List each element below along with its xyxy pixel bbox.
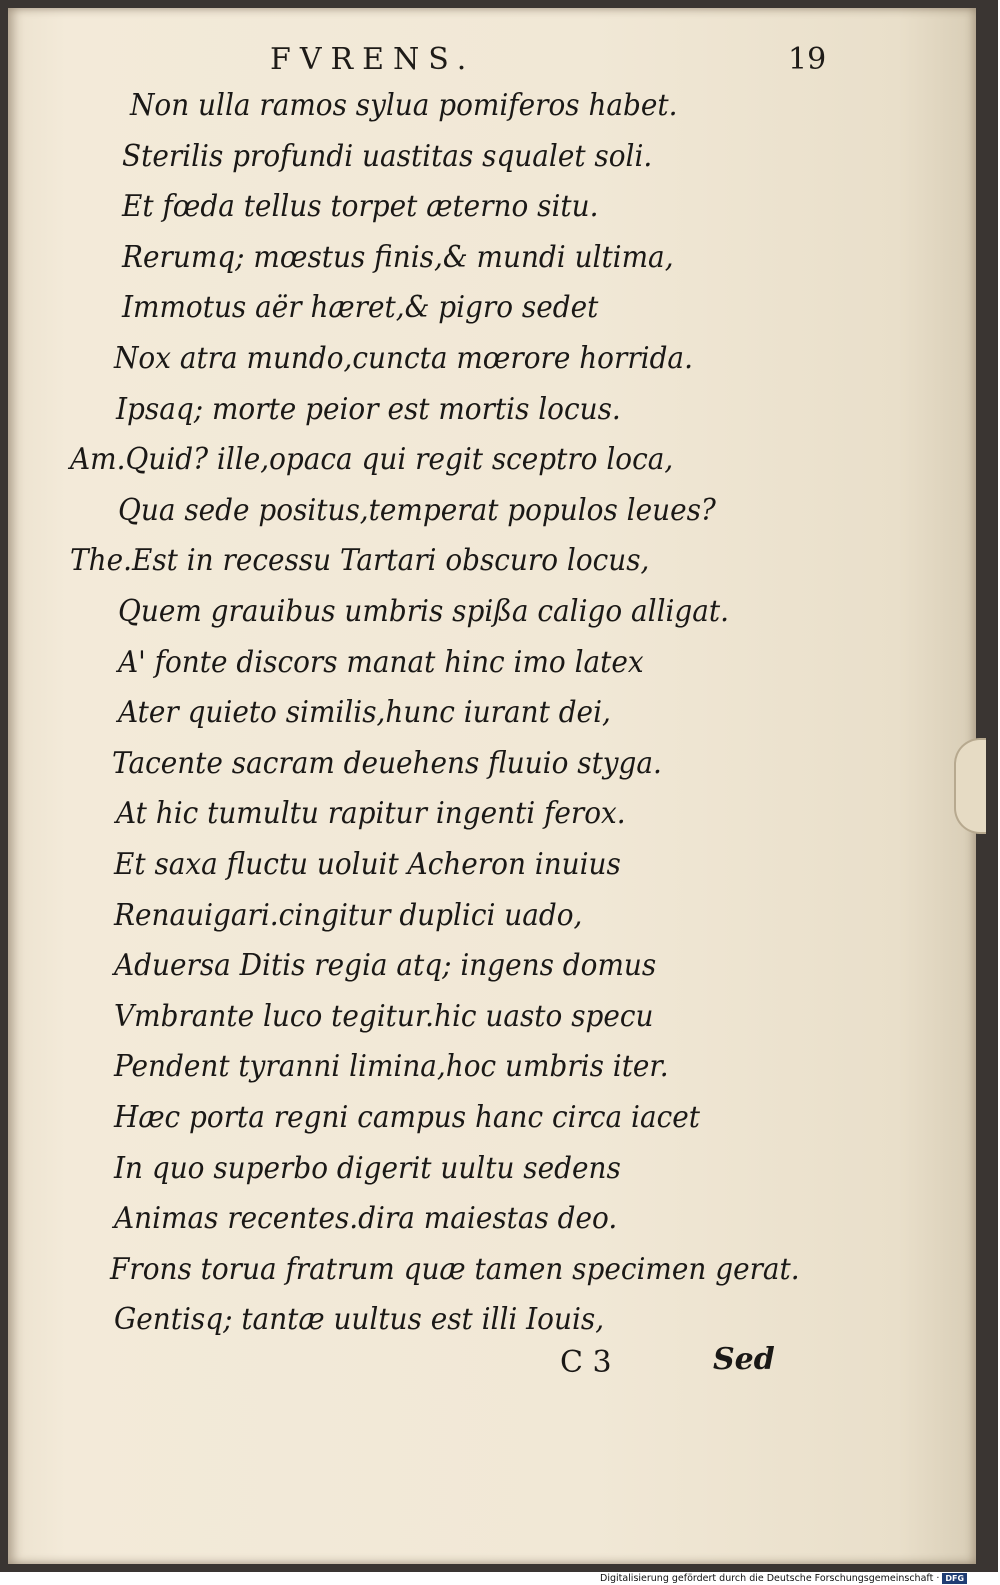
verse-line: A' fonte discors manat hinc imo latex	[118, 645, 644, 680]
dfg-logo: DFG	[942, 1573, 967, 1584]
verse-line: Frons torua fratrum quæ tamen specimen gerat.	[110, 1252, 800, 1287]
page-number: 19	[788, 42, 827, 77]
verse-line: Ipsaq; morte peior est mortis locus.	[116, 392, 621, 427]
verse-line: Pendent tyranni limina,hoc umbris iter.	[114, 1049, 669, 1084]
verse-line: Animas recentes.dira maiestas deo.	[114, 1201, 618, 1236]
show-through-text	[748, 68, 948, 1368]
verse-line: Et fœda tellus torpet æterno situ.	[122, 189, 599, 224]
signature-mark: C 3	[560, 1345, 612, 1380]
verse-line: In quo superbo digerit uultu sedens	[114, 1151, 621, 1186]
verse-line: Non ulla ramos sylua pomiferos habet.	[130, 88, 678, 123]
verse-line: Am.Quid? ille,opaca qui regit sceptro loca,	[70, 442, 674, 477]
verse-line: Qua sede positus,temperat populos leues?	[118, 493, 716, 528]
verse-line: Immotus aër hæret,& pigro sedet	[122, 290, 599, 325]
verse-line: The.Est in recessu Tartari obscuro locus,	[70, 543, 650, 578]
verse-line: Tacente sacram deuehens fluuio styga.	[112, 746, 662, 781]
verse-line: Quem grauibus umbris spißa caligo alligat.	[118, 594, 729, 629]
footer-credit: Digitalisierung gefördert durch die Deutsche Forschungsgemeinschaft ·	[600, 1573, 940, 1584]
dfg-footer	[600, 1572, 1000, 1585]
verse-line: Et saxa fluctu uoluit Acheron inuius	[114, 847, 621, 882]
verse-line: Nox atra mundo,cuncta mœrore horrida.	[114, 341, 693, 376]
verse-line: Vmbrante luco tegitur.hic uasto specu	[114, 999, 654, 1034]
verse-line: Renauigari.cingitur duplici uado,	[114, 898, 583, 933]
verse-line: Gentisq; tantæ uultus est illi Iouis,	[114, 1302, 605, 1337]
verse-line: Sterilis profundi uastitas squalet soli.	[122, 139, 653, 174]
verse-line: At hic tumultu rapitur ingenti ferox.	[116, 796, 626, 831]
verse-line: Hæc porta regni campus hanc circa iacet	[114, 1100, 700, 1135]
catchword: Sed	[713, 1342, 775, 1377]
verse-line: Rerumq; mœstus finis,& mundi ultima,	[122, 240, 674, 275]
verse-line: Ater quieto similis,hunc iurant dei,	[118, 695, 611, 730]
page-edge-tab	[954, 738, 986, 834]
verse-line: Aduersa Ditis regia atq; ingens domus	[114, 948, 657, 983]
running-head: FVRENS.	[270, 42, 476, 77]
